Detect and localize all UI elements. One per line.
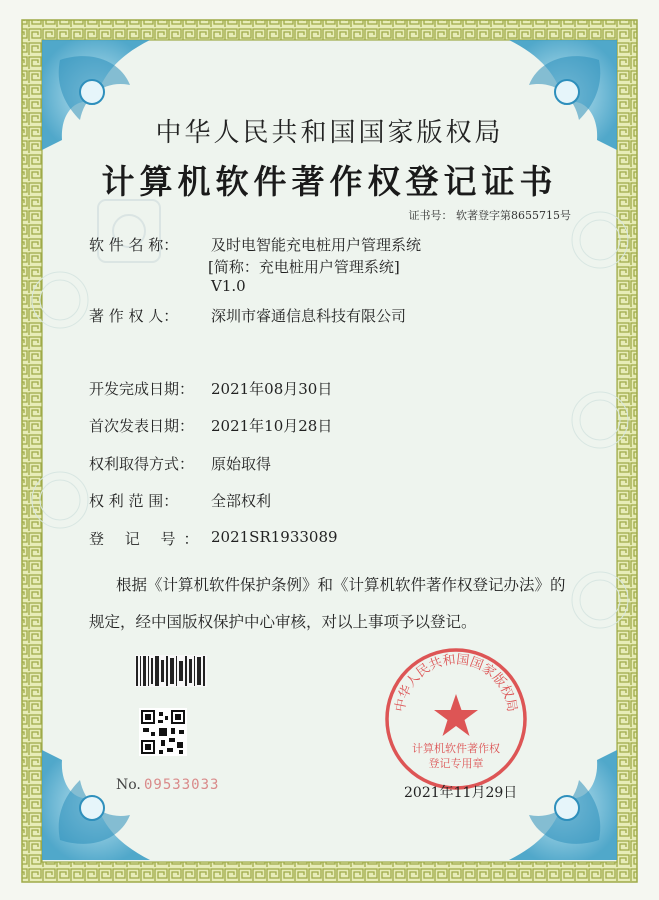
certificate-number: 证书号： 软著登字第8655715号	[408, 209, 571, 222]
rights-scope-label: 权 利 范 围：	[89, 492, 179, 510]
barcode-icon	[135, 655, 207, 687]
registration-number: 2021SR1933089	[211, 528, 338, 546]
pub-date: 2021年10月28日	[211, 417, 333, 435]
statement-line-1: 根据《计算机软件保护条例》和《计算机软件著作权登记办法》的	[116, 576, 566, 594]
dev-date: 2021年08月30日	[211, 380, 333, 398]
svg-text:计算机软件著作权: 计算机软件著作权	[412, 742, 500, 755]
software-name-label: 软 件 名 称：	[89, 236, 179, 254]
issue-date: 2021年11月29日	[404, 785, 518, 801]
serial-label: No.	[116, 777, 141, 793]
software-short-name: [简称：充电桩用户管理系统]	[208, 258, 400, 276]
dev-date-label: 开发完成日期：	[89, 380, 195, 398]
serial-number: 09533033	[144, 777, 220, 793]
owner-label: 著 作 权 人：	[89, 307, 179, 325]
svg-text:中华人民共和国国家版权局: 中华人民共和国国家版权局	[392, 652, 520, 714]
software-name: 及时电智能充电桩用户管理系统	[211, 236, 422, 254]
issuing-authority: 中华人民共和国国家版权局	[155, 118, 504, 148]
svg-text:登记专用章: 登记专用章	[428, 757, 484, 770]
acquire-method: 原始取得	[211, 455, 272, 473]
software-version: V1.0	[211, 277, 246, 295]
qr-code-icon	[139, 708, 187, 756]
registration-number-label: 登 记 号：	[89, 530, 207, 548]
official-seal-icon	[383, 646, 529, 792]
certificate-title: 计算机软件著作权登记证书	[101, 162, 558, 201]
owner-name: 深圳市睿通信息科技有限公司	[211, 307, 407, 325]
rights-scope: 全部权利	[211, 492, 272, 510]
statement-line-2: 规定，经中国版权保护中心审核，对以上事项予以登记。	[89, 613, 477, 631]
acquire-method-label: 权利取得方式：	[89, 455, 195, 473]
pub-date-label: 首次发表日期：	[89, 417, 195, 435]
